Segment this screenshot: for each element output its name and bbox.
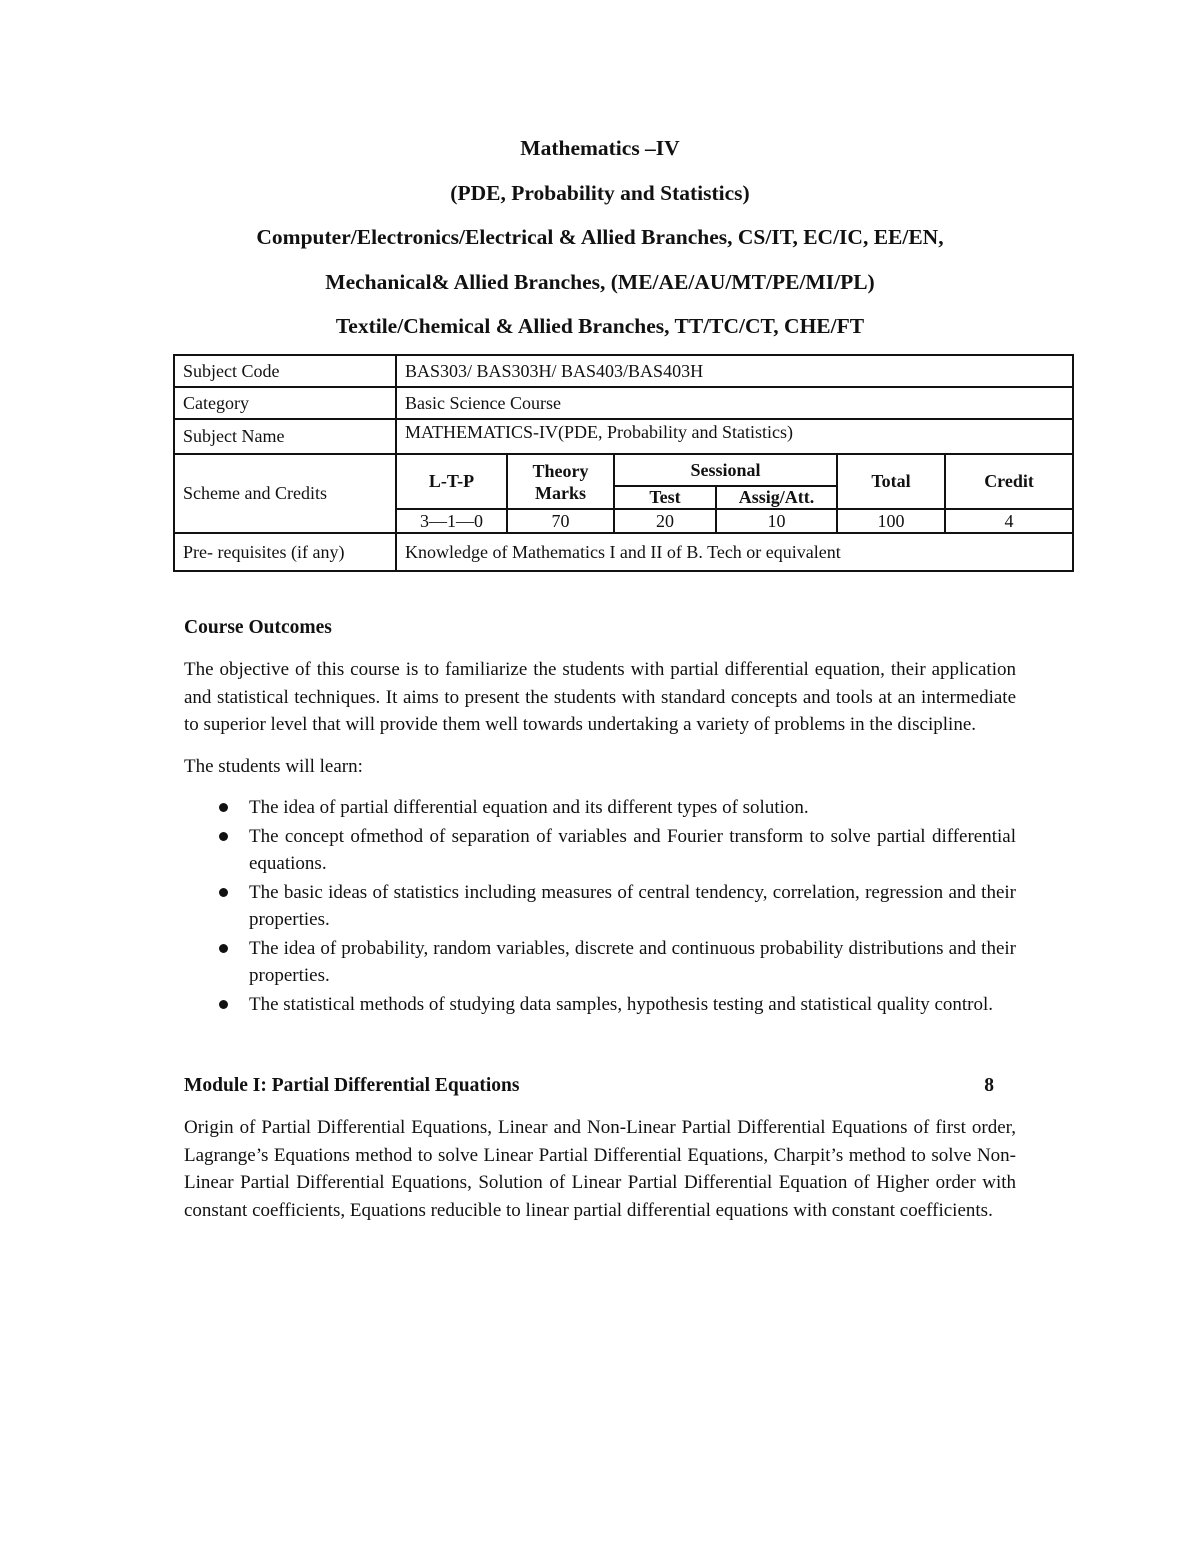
theory-value: 70 xyxy=(507,509,614,533)
ltp-value: 3—1—0 xyxy=(396,509,507,533)
students-learn-intro: The students will learn: xyxy=(184,755,363,777)
list-item xyxy=(184,991,1016,1019)
subject-code-label: Subject Code xyxy=(174,355,396,387)
table-row xyxy=(174,355,1073,387)
test-header: Test xyxy=(614,486,716,509)
title-block xyxy=(100,133,1100,356)
table-row xyxy=(174,387,1073,419)
subject-code-value: BAS303/ BAS303H/ BAS403/BAS403H xyxy=(396,355,1073,387)
list-item-text: The idea of probability, random variables, discrete and continuous probability distributions and their properties. xyxy=(249,937,1016,986)
branches-line-1: Computer/Electronics/Electrical & Allied Branches, CS/IT, EC/IC, EE/EN, xyxy=(256,225,944,249)
learning-outcomes-list xyxy=(184,794,1016,1018)
list-item xyxy=(184,823,1016,878)
list-item xyxy=(184,879,1016,934)
prereq-label: Pre- requisites (if any) xyxy=(174,533,396,571)
module-heading xyxy=(184,1072,994,1100)
course-objective-paragraph: The objective of this course is to familiarize the students with partial differential equation, their application and statistical techniques. It aims to present the students with standard concepts and tools at an intermediate to superior level that will provide them well towards undertaking a variety of problems in the discipline. xyxy=(184,659,1016,735)
table-row xyxy=(174,454,1073,486)
bullet-icon xyxy=(219,944,228,953)
module-title: Module I: Partial Differential Equations xyxy=(184,1075,520,1096)
bullet-icon xyxy=(219,888,228,897)
ltp-header: L-T-P xyxy=(396,454,507,509)
total-value: 100 xyxy=(837,509,945,533)
table-row xyxy=(174,419,1073,454)
test-value: 20 xyxy=(614,509,716,533)
bullet-icon xyxy=(219,803,228,812)
subject-name-label: Subject Name xyxy=(174,419,396,454)
branches-line-2: Mechanical& Allied Branches, (ME/AE/AU/MT/PE/MI/PL) xyxy=(325,269,875,294)
total-header: Total xyxy=(837,454,945,509)
course-subtitle: (PDE, Probability and Statistics) xyxy=(450,180,750,205)
module-hours: 8 xyxy=(984,1075,994,1096)
subject-name-value: MATHEMATICS-IV(PDE, Probability and Statistics) xyxy=(396,419,1073,454)
sessional-header: Sessional xyxy=(614,454,837,486)
scheme-label: Scheme and Credits xyxy=(174,454,396,533)
bullet-icon xyxy=(219,1000,228,1009)
table-row xyxy=(174,533,1073,571)
category-label: Category xyxy=(174,387,396,419)
module-description: Origin of Partial Differential Equations, Linear and Non-Linear Partial Differential Equations of first order, Lagrange’s Equations method to solve Linear Partial Differential Equations, Charpit’s method to solve Non-Linear Partial Differential Equations, Solution of Linear Partial Differential Equation of Higher order with constant coefficients, Equations reducible to linear partial differential equations with constant coefficients. xyxy=(184,1117,1016,1221)
list-item-text: The statistical methods of studying data samples, hypothesis testing and statistical quality control. xyxy=(249,993,994,1015)
course-outcomes-heading: Course Outcomes xyxy=(184,617,332,638)
list-item-text: The idea of partial differential equation and its different types of solution. xyxy=(249,797,809,818)
assig-header: Assig/Att. xyxy=(716,486,837,509)
assig-value: 10 xyxy=(716,509,837,533)
credit-value: 4 xyxy=(945,509,1073,533)
course-info-table xyxy=(173,354,1074,572)
course-title: Mathematics –IV xyxy=(520,136,680,160)
prereq-value: Knowledge of Mathematics I and II of B. Tech or equivalent xyxy=(396,533,1073,571)
credit-header: Credit xyxy=(945,454,1073,509)
branches-line-3: Textile/Chemical & Allied Branches, TT/TC/CT, CHE/FT xyxy=(335,314,865,338)
category-value: Basic Science Course xyxy=(396,387,1073,419)
list-item xyxy=(184,935,1016,990)
list-item-text: The concept ofmethod of separation of variables and Fourier transform to solve partial differential equations. xyxy=(249,825,1016,874)
list-item xyxy=(184,794,1016,822)
theory-header: Theory Marks xyxy=(507,454,614,509)
course-content xyxy=(184,614,1016,1238)
bullet-icon xyxy=(219,832,228,841)
list-item-text: The basic ideas of statistics including measures of central tendency, correlation, regression and their properties. xyxy=(249,881,1016,930)
